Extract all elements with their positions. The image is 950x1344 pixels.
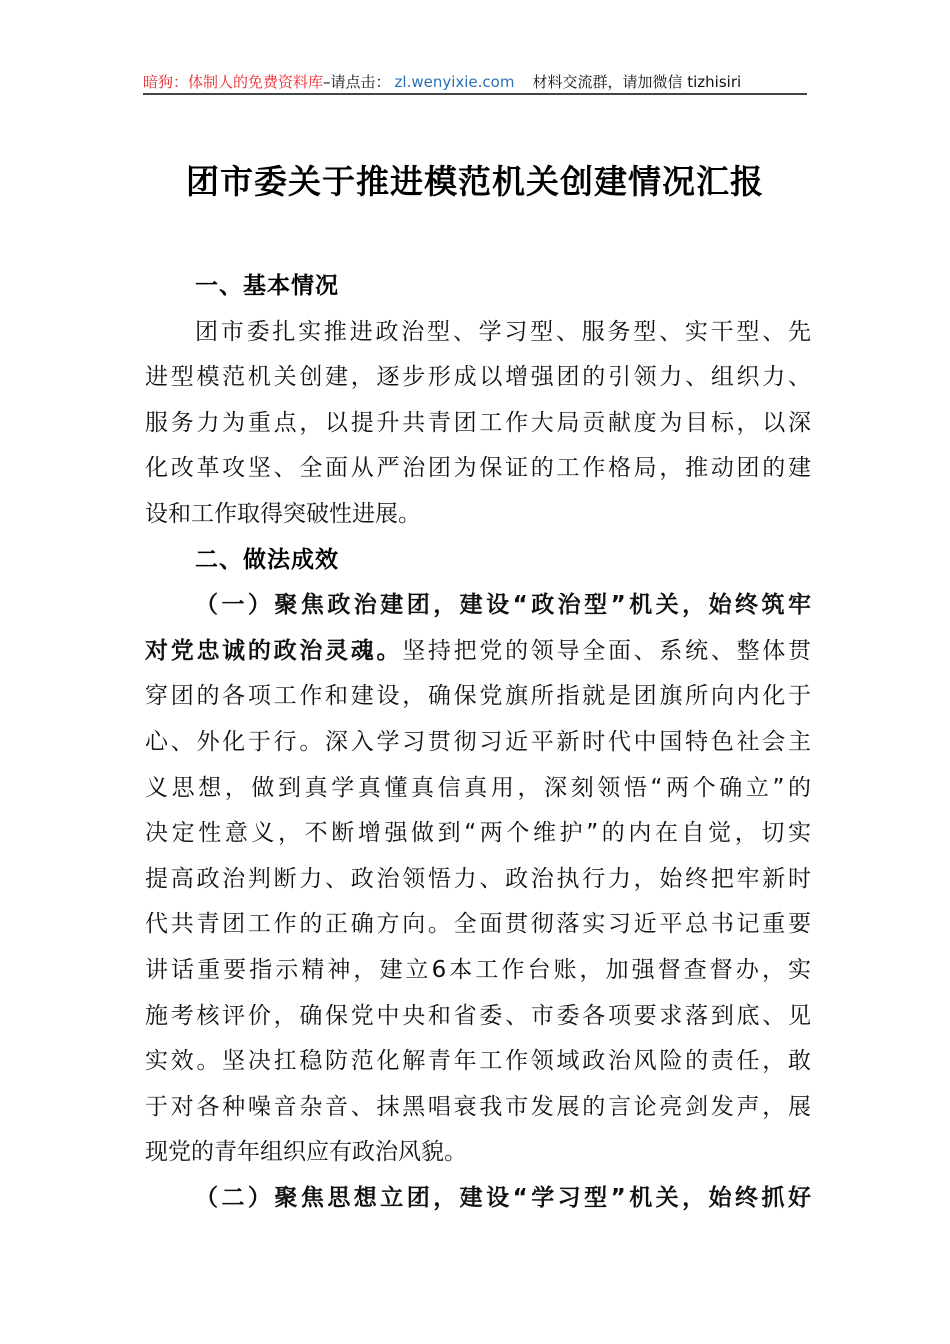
paragraph-line: 现党的青年组织应有政治风貌。 — [145, 1139, 467, 1166]
brand-text: 暗狗：体制人的免费资料库 — [143, 73, 324, 91]
document-title: 团市委关于推进模范机关创建情况汇报 — [186, 162, 764, 201]
paragraph-line: 服务力为重点，以提升共青团工作大局贡献度为目标，以深 — [145, 409, 811, 436]
subsection-heading-political: （一）聚焦政治建团，建设“政治型”机关，始终筑牢 — [195, 592, 811, 619]
paragraph-line: 心、外化于行。深入学习贯彻习近平新时代中国特色社会主 — [145, 728, 811, 755]
paragraph-line — [145, 629, 811, 675]
paragraph-line: 实效。坚决扛稳防范化解青年工作领域政治风险的责任，敢 — [145, 1048, 811, 1075]
prompt-text: –请点击： — [323, 73, 391, 91]
section-heading-basic: 一、基本情况 — [195, 273, 339, 299]
site-link[interactable]: zl.wenyixie.com — [394, 73, 515, 91]
paragraph-line: 进型模范机关创建，逐步形成以增强团的引领力、组织力、 — [145, 364, 811, 391]
subsection-heading-learning: （二）聚焦思想立团，建设“学习型”机关，始终抓好 — [195, 1184, 811, 1211]
paragraph-line: 讲话重要指示精神，建立6本工作台账，加强督查督办，实 — [145, 956, 811, 983]
contact-text: 材料交流群，请加微信 tizhisiri — [532, 73, 742, 91]
paragraph-line: 义思想，做到真学真懂真信真用，深刻领悟“两个确立”的 — [145, 774, 811, 801]
paragraph-line: 团市委扎实推进政治型、学习型、服务型、实干型、先 — [195, 318, 811, 345]
paragraph-line: 化改革攻坚、全面从严治团为保证的工作格局，推动团的建 — [145, 455, 811, 482]
paragraph-line: 提高政治判断力、政治领悟力、政治执行力，始终把牢新时 — [145, 865, 811, 892]
paragraph-line: 于对各种噪音杂音、抹黑唱衰我市发展的言论亮剑发声，展 — [145, 1093, 811, 1120]
paragraph-text: 坚持把党的领导全面、系统、整体贯 — [402, 637, 812, 664]
section-heading-practices: 二、做法成效 — [195, 546, 339, 573]
watermark-header — [143, 70, 807, 94]
paragraph-line: 设和工作取得突破性进展。 — [145, 500, 421, 527]
document-body — [145, 264, 811, 1221]
paragraph-line: 决定性意义，不断增强做到“两个维护”的内在自觉，切实 — [145, 820, 811, 847]
header-divider — [143, 93, 807, 95]
paragraph-line: 代共青团工作的正确方向。全面贯彻落实习近平总书记重要 — [145, 911, 811, 938]
paragraph-line: 穿团的各项工作和建设，确保党旗所指就是团旗所向内化于 — [145, 683, 811, 710]
subsection-heading-tail: 对党忠诚的政治灵魂。 — [145, 637, 403, 664]
paragraph-line: 施考核评价，确保党中央和省委、市委各项要求落到底、见 — [145, 1002, 811, 1029]
